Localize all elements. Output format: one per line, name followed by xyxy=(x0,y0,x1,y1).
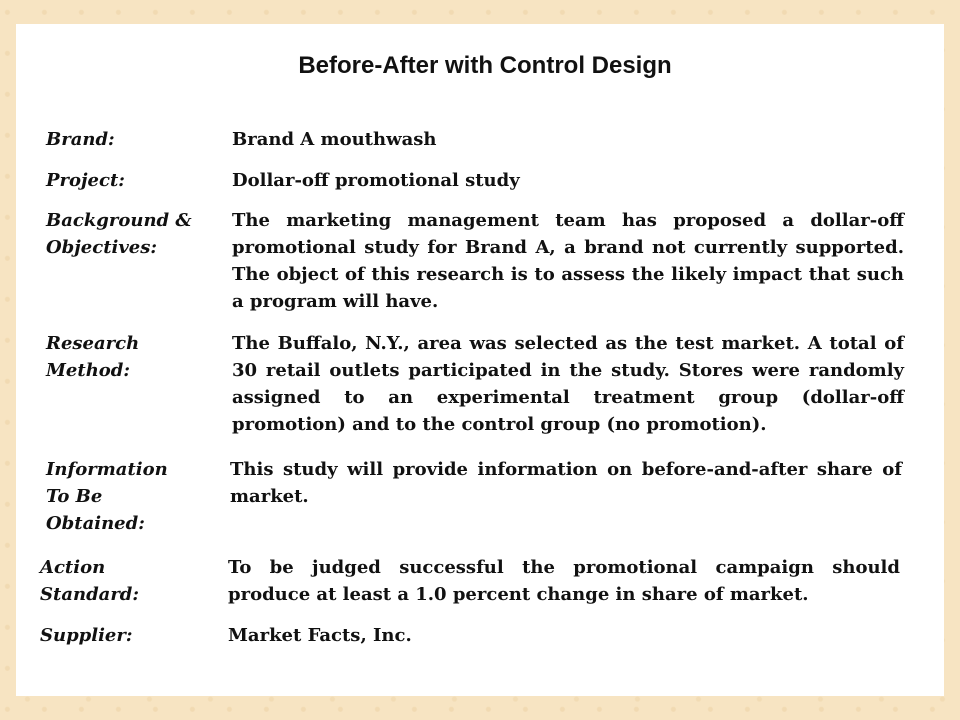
row-label: Background & Objectives: xyxy=(46,210,192,258)
row-label: Supplier: xyxy=(40,625,133,646)
row-label: Information To Be Obtained: xyxy=(46,459,168,534)
row-value: The Buffalo, N.Y., area was selected as the test market. A total of 30 retail outlets participated in the study. Stores were randomly assigned to an experimental treatment group (dollar-off promotion) and to the control group (no promotion). xyxy=(232,333,904,435)
row-value: To be judged successful the promotional campaign should produce at least a 1.0 percent change in share of market. xyxy=(228,557,900,605)
row-label: Action Standard: xyxy=(40,557,140,605)
row-label: Project: xyxy=(46,170,125,191)
row-value: Market Facts, Inc. xyxy=(228,625,412,646)
row-value: Brand A mouthwash xyxy=(232,129,437,150)
row-label: Brand: xyxy=(46,129,115,150)
row-label: Research Method: xyxy=(46,333,140,381)
row-value: The marketing management team has proposed a dollar-off promotional study for Brand A, a brand not currently supported. The object of this research is to assess the likely impact that such a program will have. xyxy=(232,210,904,312)
row-value: This study will provide information on before-and-after share of market. xyxy=(230,459,902,507)
document-title: Before-After with Control Design xyxy=(298,52,672,79)
row-value: Dollar-off promotional study xyxy=(232,170,520,191)
